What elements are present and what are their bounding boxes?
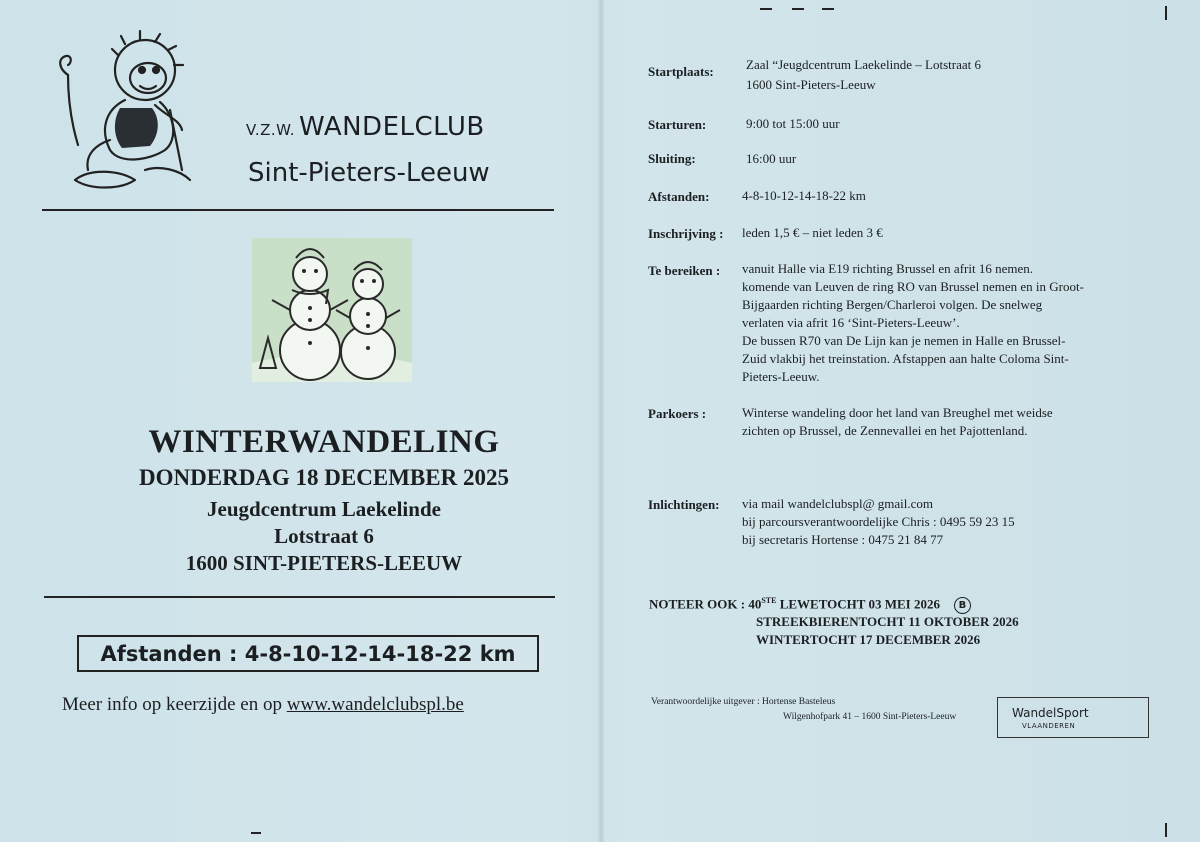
bereiken-line: komende van Leuven de ring RO van Brussel nemen en in Groot- [742,279,1084,294]
crop-mark [822,8,834,10]
afstanden-label: Afstanden: [648,189,710,204]
bereiken-line: De bussen R70 van De Lijn kan je nemen in Halle en Brussel- [742,333,1066,348]
bereiken-line: Pieters-Leeuw. [742,369,820,384]
venue-name: Jeugdcentrum Laekelinde [207,497,441,521]
website-link[interactable]: www.wandelclubspl.be [286,694,464,715]
startplaats-line1: Zaal “Jeugdcentrum Laekelinde – Lotstraat 6 [746,57,981,72]
startplaats-label: Startplaats: [648,64,714,79]
b-badge-icon: B [954,597,971,614]
sluiting-label: Sluiting: [648,151,696,166]
club-heading: V.Z.W. WANDELCLUB [246,112,485,142]
noteer-line2: STREEKBIERENTOCHT 11 OKTOBER 2026 [756,614,1019,629]
crop-mark [760,8,772,10]
crop-mark [251,832,261,834]
event-date: DONDERDAG 18 DECEMBER 2025 [139,465,509,490]
divider-bottom [44,596,555,598]
venue-street: Lotstraat 6 [274,524,374,548]
snowmen-illustration [252,238,412,382]
lion-mascot-icon [50,30,200,200]
bereiken-label: Te bereiken : [648,263,721,278]
club-city: Sint-Pieters-Leeuw [248,158,490,188]
divider-top [42,209,554,211]
parkoers-line: zichten op Brussel, de Zennevallei en het Pajottenland. [742,423,1028,438]
inlichtingen-line: bij parcoursverantwoordelijke Chris : 0495 59 23 15 [742,514,1015,529]
startplaats-line2: 1600 Sint-Pieters-Leeuw [746,77,876,92]
inlichtingen-line: bij secretaris Hortense : 0475 21 84 77 [742,532,944,547]
parkoers-line: Winterse wandeling door het land van Breughel met weidse [742,405,1053,420]
inschrijving-value: leden 1,5 € – niet leden 3 € [742,225,883,240]
starturen-label: Starturen: [648,117,707,132]
noteer-line3: WINTERTOCHT 17 DECEMBER 2026 [756,632,981,647]
parkoers-label: Parkoers : [648,406,707,421]
bereiken-line: vanuit Halle via E19 richting Brussel en afrit 16 nemen. [742,261,1033,276]
sluiting-value: 16:00 uur [746,151,797,166]
inlichtingen-line: via mail wandelclubspl@ gmail.com [742,496,934,511]
bereiken-line: Zuid vlakbij het treinstation. Afstappen aan halte Coloma Sint- [742,351,1069,366]
venue-city: 1600 SINT-PIETERS-LEEUW [185,551,463,575]
crop-mark [792,8,804,10]
event-title: WINTERWANDELING [148,424,500,460]
crop-mark [1165,6,1167,20]
distances-box: Afstanden : 4-8-10-12-14-18-22 km [77,635,539,672]
crop-mark [1165,823,1167,837]
wandelsport-logo: WandelSport VLAANDEREN [997,697,1149,738]
more-info-line: Meer info op keerzijde en op www.wandelclubspl.be [62,694,464,715]
starturen-value: 9:00 tot 15:00 uur [746,116,840,131]
uitgever-line1: Verantwoordelijke uitgever : Hortense Basteleus [651,697,836,707]
noteer-line1: NOTEER OOK : 40STE LEWETOCHT 03 MEI 2026 B [649,596,971,614]
inlichtingen-label: Inlichtingen: [648,497,720,512]
afstanden-value: 4-8-10-12-14-18-22 km [742,188,866,203]
bereiken-line: Bijgaarden richting Bergen/Charleroi volgen. De snelweg [742,297,1043,312]
uitgever-line2: Wilgenhofpark 41 – 1600 Sint-Pieters-Leeuw [783,712,957,722]
fold-line [597,0,605,842]
bereiken-line: verlaten via afrit 16 ‘Sint-Pieters-Leeuw’. [742,315,960,330]
inschrijving-label: Inschrijving : [648,226,724,241]
